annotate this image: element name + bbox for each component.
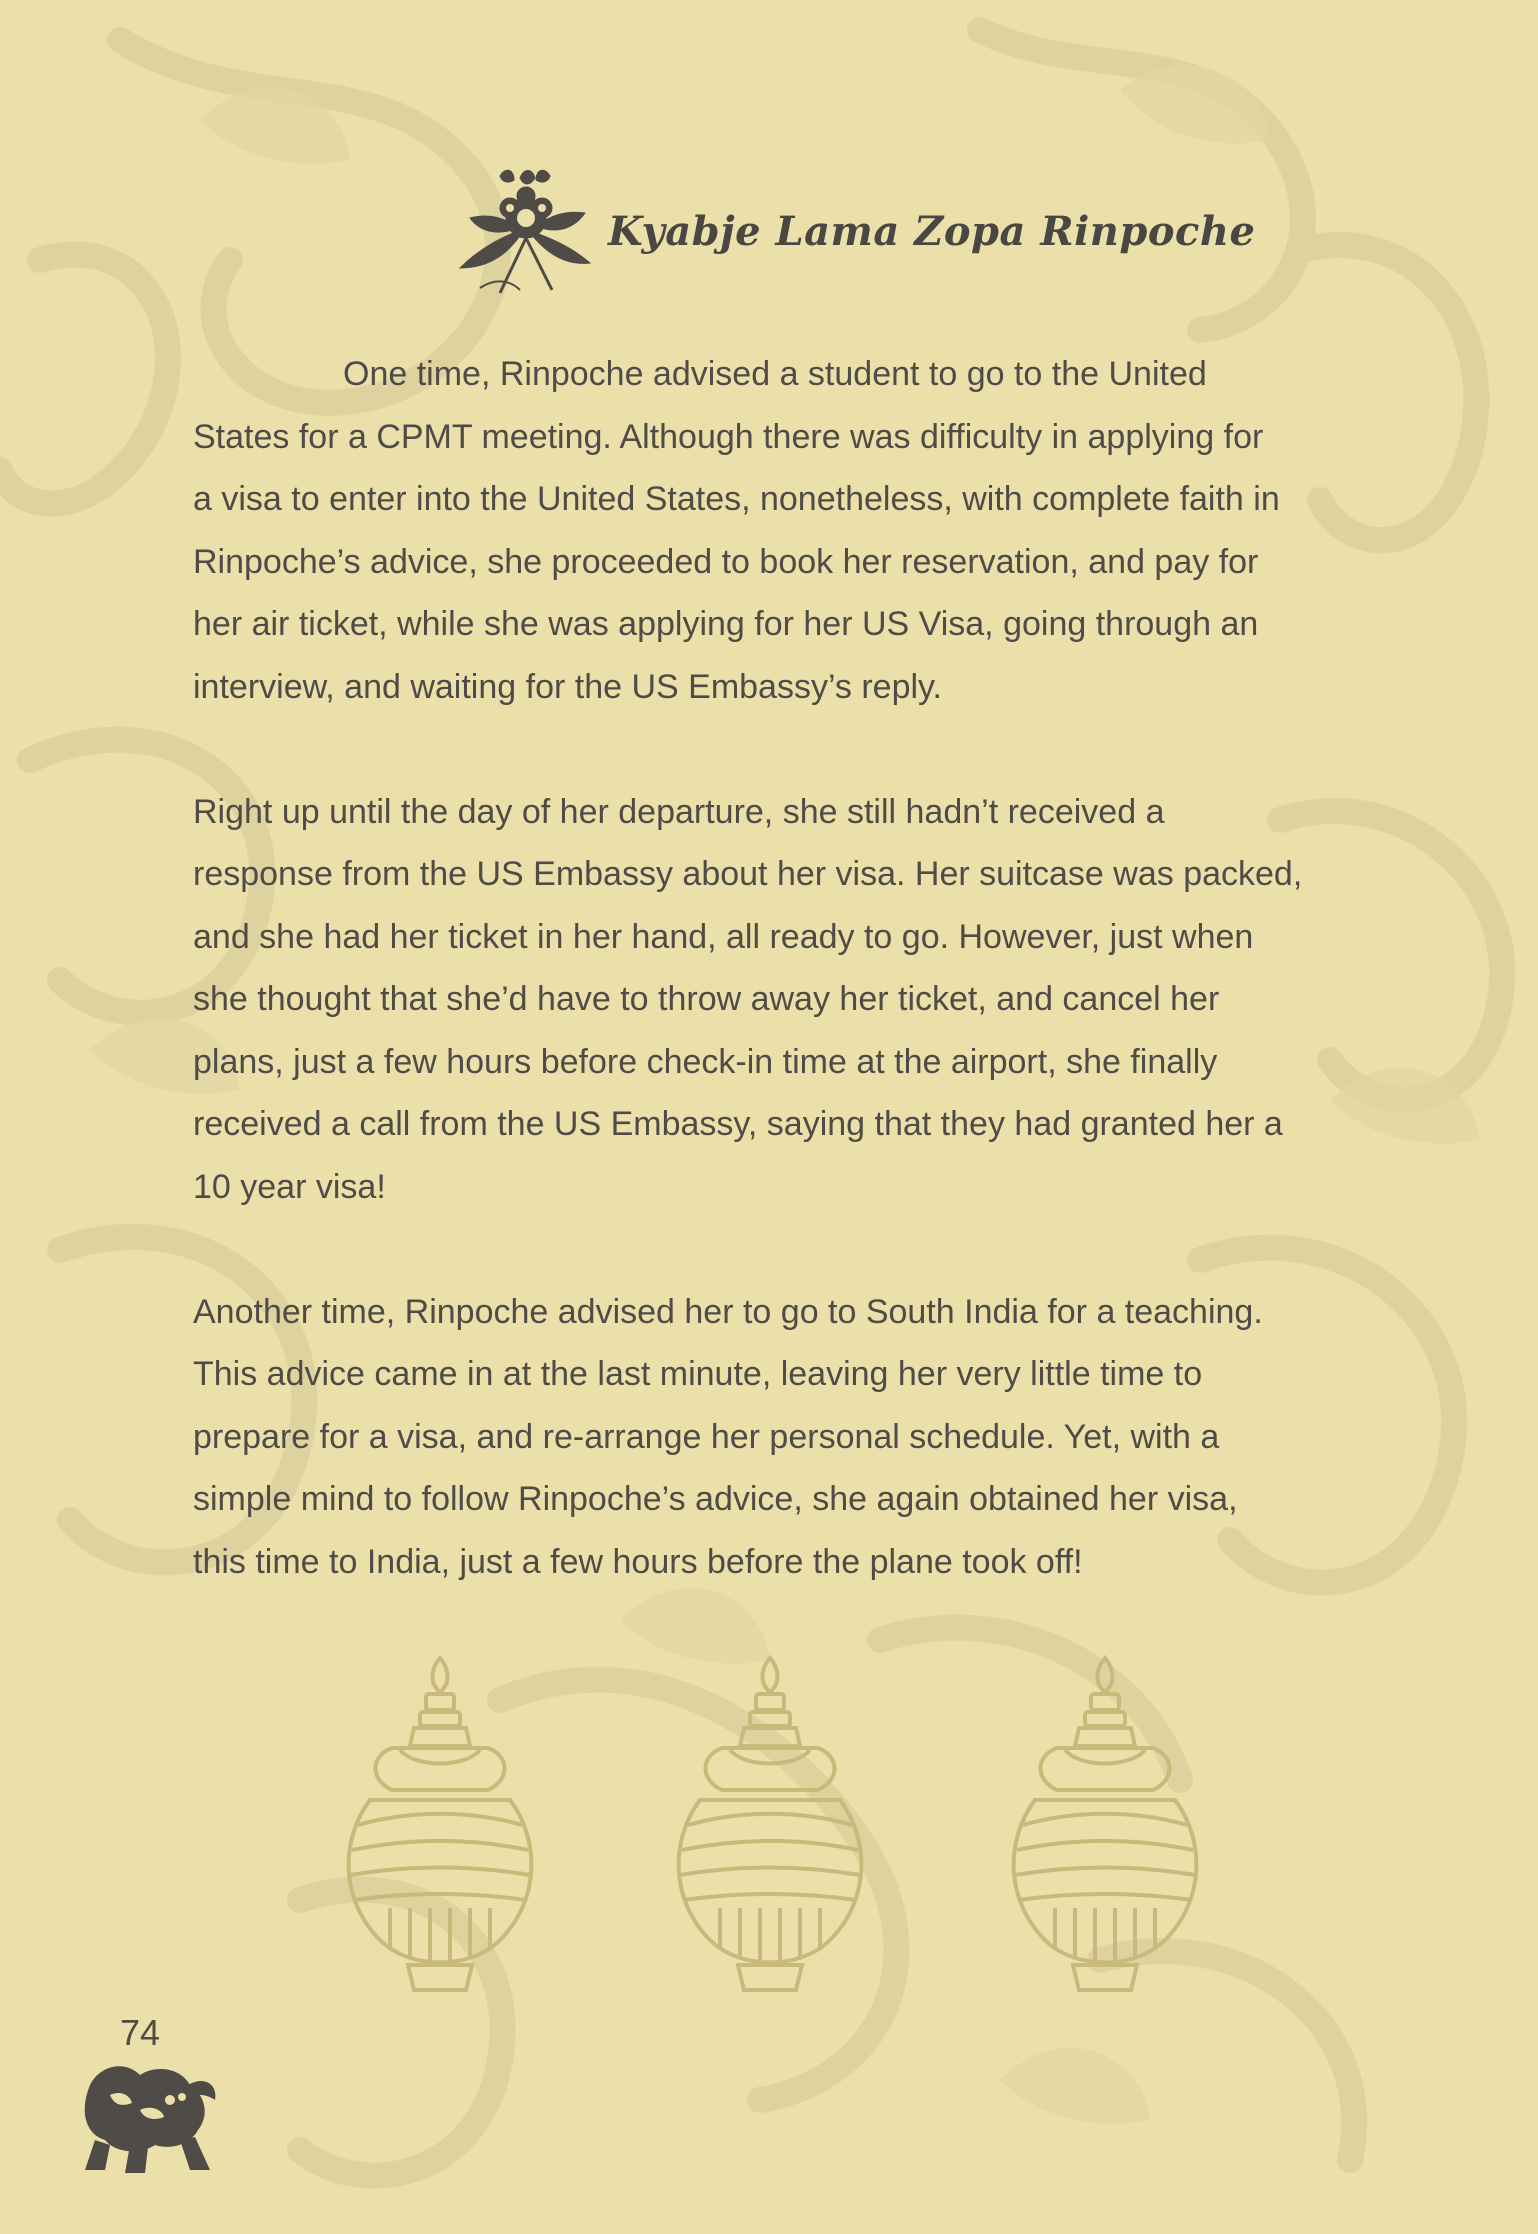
body-text [193, 343, 1373, 1656]
snow-lion-icon [70, 2045, 220, 2180]
paragraph-3: Another time, Rinpoche advised her to go to South India for a teaching. This advice came in at the last minute, leaving her very little time to prepare for a visa, and re-arrange her personal schedule. Yet, with a simple mind to follow Rinpoche’s advice, she again obtained her visa, this time to India, just a few hours before the plane took off! [193, 1292, 1263, 1581]
flower-emblem-icon [440, 158, 610, 298]
treasure-vase-icon [995, 1650, 1215, 2010]
page-number: 74 [120, 2012, 161, 2053]
vase-row [330, 1650, 1230, 2010]
paragraph-1: One time, Rinpoche advised a student to go to the United States for a CPMT meeting. Although there was difficulty in applying for a visa to enter into the United States, nonetheless, with complete faith in Rinpoche’s advice, she proceeded to book her reservation, and pay for her air ticket, while she was applying for her US Visa, going through an interview, and waiting for the US Embassy’s reply. [193, 355, 1280, 706]
page-title: Kyabje Lama Zopa Rinpoche [608, 208, 1256, 255]
treasure-vase-icon [660, 1650, 880, 2010]
paragraph-2: Right up until the day of her departure, she still hadn’t received a response from the US Embassy about her visa. Her suitcase was packed, and she had her ticket in her hand, all ready to go. However, just when she thought that she’d have to throw away her ticket, and cancel her plans, just a few hours before check-in time at the airport, she finally received a call from the US Embassy, saying that they had granted her a 10 year visa! [193, 792, 1303, 1206]
header [440, 158, 1256, 298]
treasure-vase-icon [330, 1650, 550, 2010]
